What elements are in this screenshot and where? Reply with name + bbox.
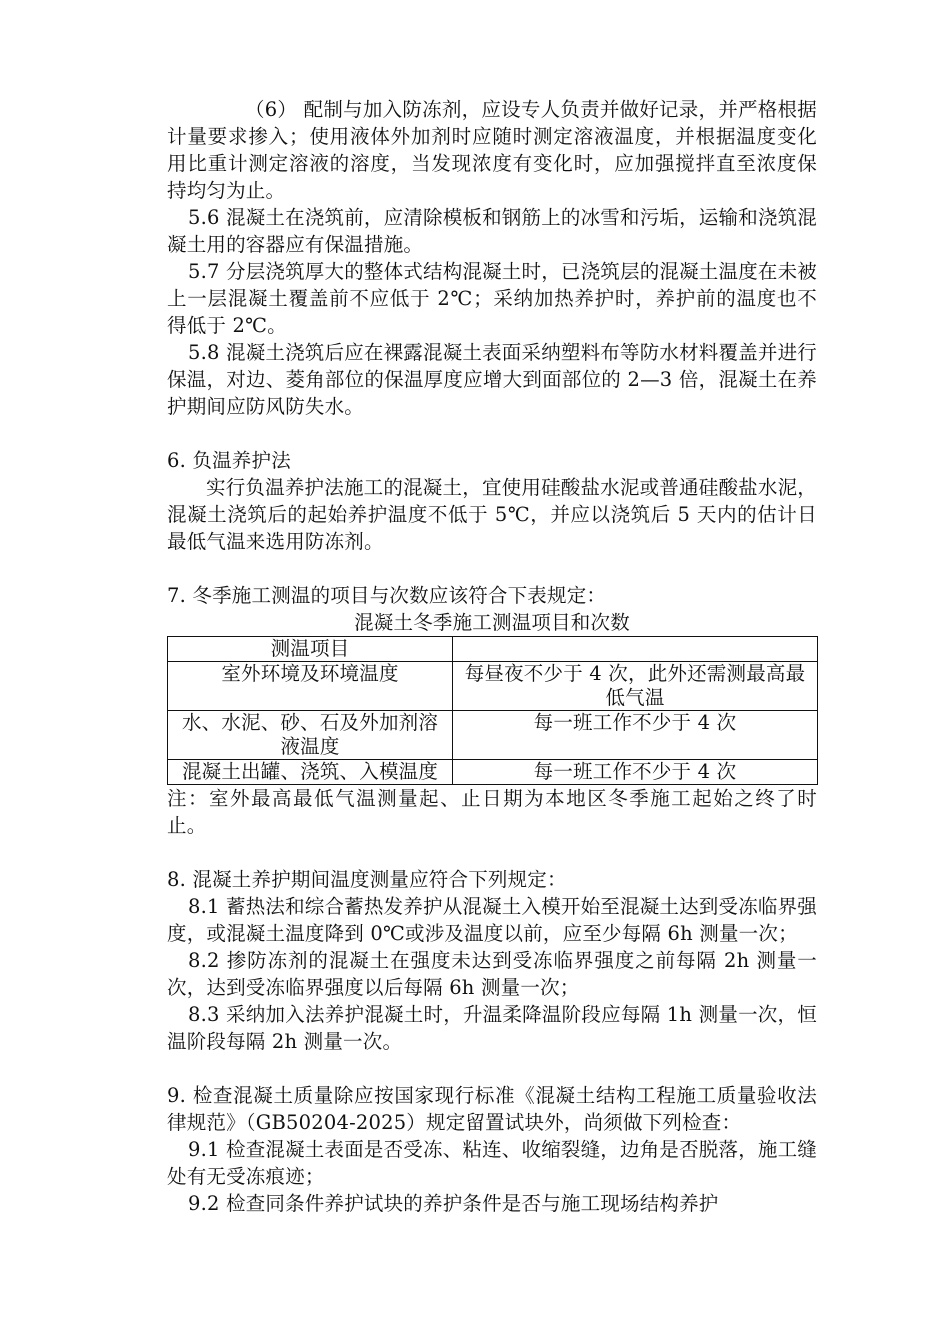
temperature-measurement-table [167, 636, 818, 785]
paragraph-spacer [167, 555, 817, 582]
table-cell-frequency: 每一班工作不少于 4 次 [453, 711, 818, 760]
paragraph: 8.3 采纳加入法养护混凝土时，升温柔降温阶段应每隔 1h 测量一次，恒温阶段每隔 2h 测量一次。 [167, 1003, 817, 1053]
paragraph: 实行负温养护法施工的混凝土，宜使用硅酸盐水泥或普通硅酸盐水泥，混凝土浇筑后的起始养护温度不低于 5℃，并应以浇筑后 5 天内的估计日最低气温来选用防冻剂。 [167, 476, 817, 553]
section-before-table [167, 96, 817, 609]
section-after-table [167, 839, 817, 1217]
table-cell-item: 水、水泥、砂、石及外加剂溶液温度 [168, 711, 453, 760]
table-row [168, 711, 818, 760]
table-header-row [168, 637, 818, 662]
paragraph: 9.1 检查混凝土表面是否受冻、粘连、收缩裂缝，边角是否脱落，施工缝处有无受冻痕迹； [167, 1138, 818, 1188]
paragraph: 5.8 混凝土浇筑后应在裸露混凝土表面采纳塑料布等防水材料覆盖并进行保温，对边、菱角部位的保温厚度应增大到面部位的 2—3 倍，混凝土在养护期间应防风防失水。 [167, 341, 818, 418]
paragraph-spacer [167, 1055, 817, 1082]
paragraph: 6. 负温养护法 [167, 449, 291, 472]
paragraph: 8.2 掺防冻剂的混凝土在强度未达到受冻临界强度之前每隔 2h 测量一次，达到受冻临界强度以后每隔 6h 测量一次； [167, 949, 817, 999]
paragraph: 9. 检查混凝土质量除应按国家现行标准《混凝土结构工程施工质量验收法律规范》（GB50204-2025）规定留置试块外，尚须做下列检查： [167, 1084, 817, 1134]
table-cell-item: 混凝土出罐、浇筑、入模温度 [168, 760, 453, 785]
paragraph: 9.2 检查同条件养护试块的养护条件是否与施工现场结构养护 [188, 1192, 719, 1215]
table-cell-frequency: 每一班工作不少于 4 次 [453, 760, 818, 785]
table-cell-frequency: 每昼夜不少于 4 次，此外还需测最高最低气温 [453, 662, 818, 711]
table-header-cell [453, 637, 818, 662]
table-caption: 混凝土冬季施工测温项目和次数 [354, 611, 630, 634]
table-row [168, 760, 818, 785]
paragraph: 8. 混凝土养护期间温度测量应符合下列规定： [167, 868, 567, 891]
table-row [168, 662, 818, 711]
paragraph-spacer [167, 839, 817, 866]
paragraph: （6） 配制与加入防冻剂，应设专人负责并做好记录，并严格根据计量要求掺入；使用液体外加剂时应随时测定溶液温度，并根据温度变化用比重计测定溶液的溶度，当发现浓度有变化时，应加强搅拌直至浓度保持均匀为止。 [167, 98, 817, 202]
document-body [167, 96, 817, 1217]
paragraph-spacer [167, 420, 817, 447]
paragraph: 5.6 混凝土在浇筑前，应清除模板和钢筋上的冰雪和污垢，运输和浇筑混凝土用的容器应有保温措施。 [167, 206, 818, 256]
table-header-cell: 测温项目 [168, 637, 453, 662]
paragraph: 5.7 分层浇筑厚大的整体式结构混凝土时，已浇筑层的混凝土温度在未被上一层混凝土覆盖前不应低于 2℃；采纳加热养护时，养护前的温度也不得低于 2℃。 [167, 260, 818, 337]
paragraph: 8.1 蓄热法和综合蓄热发养护从混凝土入模开始至混凝土达到受冻临界强度，或混凝土温度降到 0℃或涉及温度以前，应至少每隔 6h 测量一次； [167, 895, 818, 945]
paragraph: 7. 冬季施工测温的项目与次数应该符合下表规定： [167, 584, 607, 607]
table-note: 注：室外最高最低气温测量起、止日期为本地区冬季施工起始之终了时止。 [167, 787, 817, 837]
table-cell-item: 室外环境及环境温度 [168, 662, 453, 711]
